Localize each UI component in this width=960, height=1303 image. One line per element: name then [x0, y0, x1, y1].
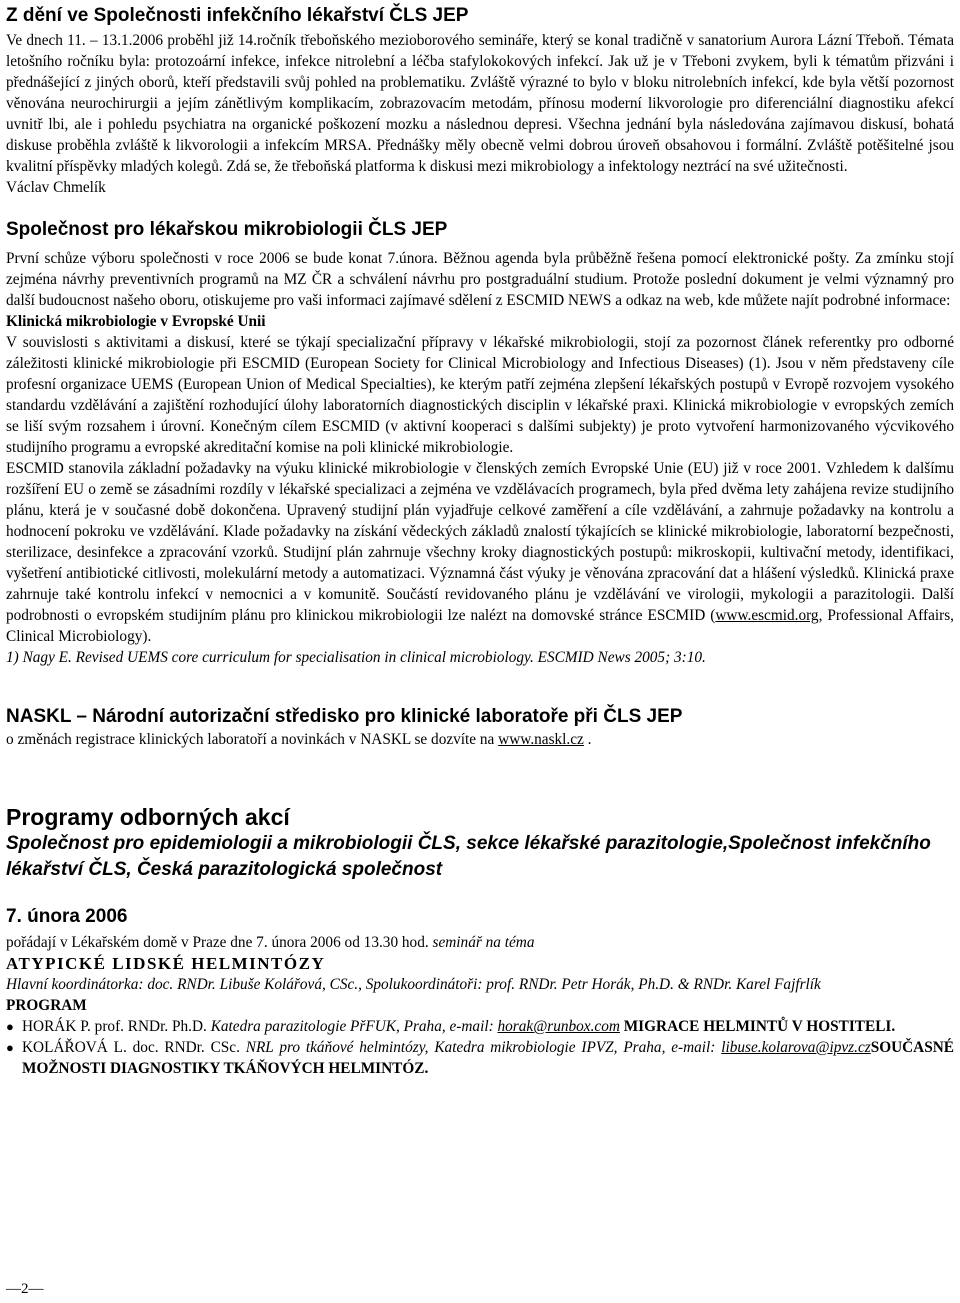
talk-topic: SOUČASNÉ MOŽNOSTI DIAGNOSTIKY TKÁŇOVÝCH HELMINTÓZ.: [22, 1039, 954, 1077]
author-name: Václav Chmelík: [6, 179, 106, 196]
microbiology-society-paragraph-2: V souvislosti s aktivitami a diskusí, které se týkají specializační přípravy v lékařské mikrobiologii, stojí za pozornost článek referentky pro odborné záležitosti klinické mikrobiologie při ESCMID (European Society for Clinical Microbiology and Infectious Diseases) (1). Jsou v něm představeny cíle profesní organizace UEMS (European Union of Medical Specialties), ke kterým patří zejména zlepšení lékařských postupů v Evropě rozvojem vysokého standardu vzdělávání a zajištění rozhodující úlohy laboratorních diagnostických disciplin v lékařské praxi. Klinická mikrobiologie v evropských zemích se liší svým rozsahem i úrovní. Konečným cílem ESCMID (v aktivní kooperaci s dalšími subjekty) je proto vytvoření harmonizovaného výcvikového studijního programu a evropské akreditační komise na poli klinické mikrobiologie.: [6, 334, 954, 456]
escmid-link[interactable]: www.escmid.org: [715, 607, 819, 624]
document-page: [6, 4, 954, 1079]
speaker-affiliation: NRL pro tkáňové helmintózy, Katedra mikrobiologie IPVZ, Praha, e-mail:: [245, 1039, 722, 1056]
section-title-programs: Programy odborných akcí: [6, 804, 290, 830]
organizer-italic: seminář na téma: [432, 934, 535, 951]
organizer-text: pořádají v Lékařském domě v Praze dne 7. února 2006 od 13.30 hod.: [6, 934, 433, 951]
speaker-email-link[interactable]: libuse.kolarova@ipvz.cz: [721, 1039, 871, 1056]
section-title-microbiology-society: Společnost pro lékařskou mikrobiologii ČLS JEP: [6, 219, 448, 240]
subheading-clinical-microbiology-eu: Klinická mikrobiologie v Evropské Unii: [6, 313, 266, 330]
microbiology-society-paragraph-3: [6, 458, 954, 647]
speaker-name: HORÁK P. prof. RNDr. Ph.D.: [22, 1018, 211, 1035]
talk-topic: MIGRACE HELMINTŮ V HOSTITELI.: [619, 1018, 896, 1035]
program-item: [6, 1016, 954, 1037]
reference-note: 1) Nagy E. Revised UEMS core curriculum for specialisation in clinical microbiology. ESCMID News 2005; 3:10.: [6, 649, 706, 666]
program-label: PROGRAM: [6, 997, 87, 1014]
paragraph-3-text: ESCMID stanovila základní požadavky na výuku klinické mikrobiologie v členských zemích Evropské Unie (EU) již v roce 2001. Vzhledem k dalšímu rozšíření EU o země se zásadními rozdíly v lékařské specializaci a zejména ve vzdělávacích programech, byla před dvěma lety zahájena revize studijního plánu, která je v současné době dokončena. Upravený studijní plán vyjadřuje celkové zaměření a cíle vzdělávání, a zahrnuje požadavky na kontrolu a hodnocení pokroku ve vzdělávání. Klade požadavky na získání vědeckých základů znalostí týkajících se klinické mikrobiologie, laboratorní bezpečnosti, sterilizace, desinfekce a zpracování vzorků. Studijní plán zahrnuje všechny kroky diagnostických postupů: mikroskopii, kultivační metody, identifikaci, vyšetření antibiotické citlivosti, molekulární metody a automatizaci. Významná část výuky je věnována zpracování dat a hlášení výsledků. Klinická praxe zahrnuje také kontrolu infekcí v nemocnici a v komunitě. Součástí revidovaného plánu je vzdělávání ve virologii, mykologii a parazitologii. Další podrobnosti o evropském studijním plánu pro klinickou mikrobiologii lze nalézt na domovské stránce ESCMID (: [6, 460, 954, 624]
speaker-name: KOLÁŘOVÁ L. doc. RNDr. CSc.: [22, 1039, 246, 1056]
program-item: [6, 1037, 954, 1079]
paragraph-3-tail: , Professional Affairs, Clinical Microbiology).: [6, 607, 954, 645]
section-infection-society-text: Ve dnech 11. – 13.1.2006 proběhl již 14.ročník třeboňského mezioborového semináře, který se konal tradičně v sanatorium Aurora Lázní Třeboň. Témata letošního ročníku byla: protozoární infekce, infekce nitrolební a léčba stafylokokových infekcí. Jak už je v Třeboni zvykem, byli k tématům přizváni i přednášející z jiných oborů, kteří představili svůj pohled na problematiku. Zvláště výrazné to bylo v bloku nitrolebních infekcí, kde byla větší pozornost věnována neurochirurgii a jejím zánětlivým komplikacím, zobrazovacím metodám, přínosu moderní likvorologie pro diferenciální diagnostiku afekcí uvnitř lbi, ale i pohledu psychiatra na organické poškození mozku a následnou depresi. Všechna jednání byla následována zajímavou diskusí, bohatá diskuse proběhla zvláště k likvorologii a infekcím MRSA. Přednášky měly obecně velmi dobrou úroveň obsahovou i formální. Zvláště potěšitelné jsou kvalitní příspěvky mladých kolegů. Zdá se, že třeboňská platforma k diskusi mezi mikrobiology a infektology neztrácí na své užitečnosti.: [6, 32, 954, 175]
speaker-email-link[interactable]: horak@runbox.com: [497, 1018, 620, 1035]
bullet-icon: ●: [6, 1040, 14, 1055]
bullet-icon: ●: [6, 1019, 14, 1034]
programs-subtitle: Společnost pro epidemiologii a mikrobiologii ČLS, sekce lékařské parazitologie,Společnost infekčního lékařství ČLS, Česká parazitologická společnost: [6, 833, 931, 880]
microbiology-society-paragraph-1: První schůze výboru společnosti v roce 2006 se bude konat 7.února. Běžnou agenda byla průběžně řešena pomocí elektronické pošty. Za zmínku stojí zejména návrhy preventivních programů na MZ ČR a schválení návrhu pro postgraduální studium. Protože poslední dokument je velmi významný pro další budoucnost našeho oboru, otiskujeme pro vaši informaci zajímavé sdělení z ESCMID NEWS a odkaz na web, kde můžete najít podrobné informace:: [6, 250, 954, 309]
program-item-text: [22, 1037, 954, 1079]
seminar-title: ATYPICKÉ LIDSKÉ HELMINTÓZY: [6, 954, 326, 973]
coordinators: Hlavní koordinátorka: doc. RNDr. Libuše Kolářová, CSc., Spolukoordinátoři: prof. RNDr. Petr Horák, Ph.D. & RNDr. Karel Fajfrlík: [6, 976, 821, 993]
naskl-link[interactable]: www.naskl.cz: [498, 731, 584, 748]
section-title-infection-society: Z dění ve Společnosti infekčního lékařství ČLS JEP: [6, 5, 469, 26]
naskl-text: [6, 729, 954, 750]
page-number: —2—: [6, 1281, 44, 1297]
speaker-affiliation: Katedra parazitologie PřFUK, Praha, e-mail:: [210, 1018, 498, 1035]
organizer-line: [6, 932, 954, 953]
section-title-naskl: NASKL – Národní autorizační středisko pro klinické laboratoře při ČLS JEP: [6, 706, 683, 727]
naskl-text-lead: o změnách registrace klinických laboratoří a novinkách v NASKL se dozvíte na: [6, 731, 499, 748]
program-item-text: [22, 1016, 954, 1037]
event-date: 7. února 2006: [6, 906, 128, 927]
naskl-text-tail: .: [583, 731, 592, 748]
